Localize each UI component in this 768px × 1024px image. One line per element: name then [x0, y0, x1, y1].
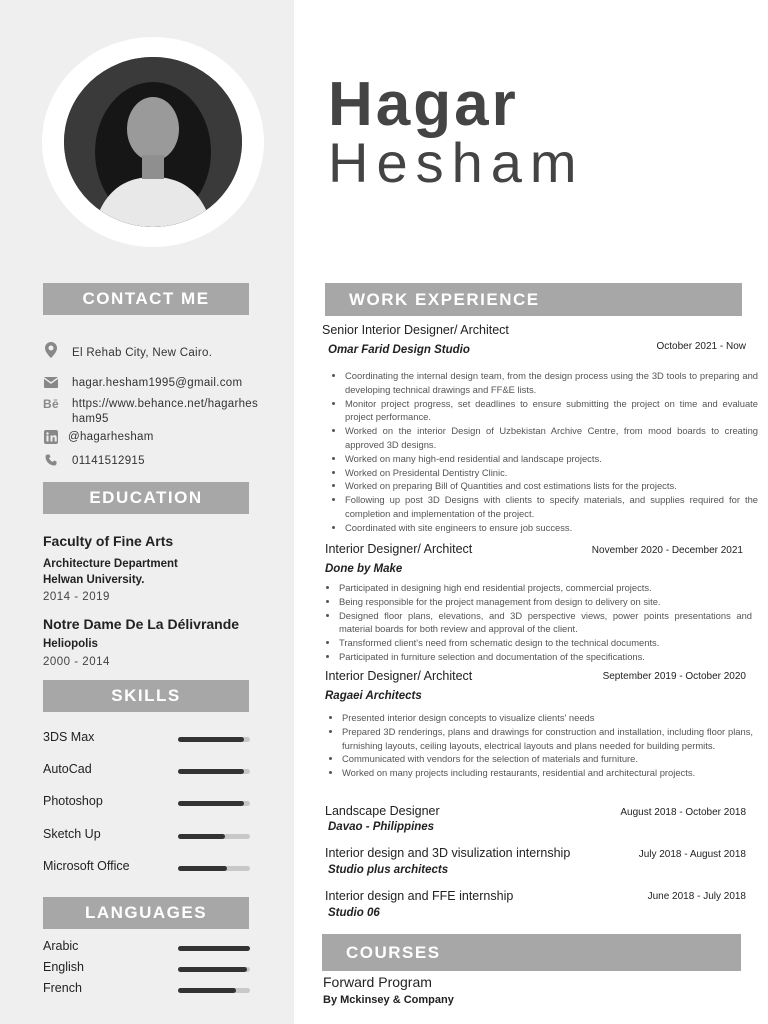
job-dates-2: November 2020 - December 2021: [591, 545, 743, 556]
skill-bar: [178, 801, 250, 806]
main-content: [294, 0, 768, 1024]
skill-bar-fill: [178, 834, 225, 839]
job-dates-6: June 2018 - July 2018: [647, 891, 746, 902]
language-bar-fill: [178, 967, 247, 972]
skill-row: [43, 827, 253, 843]
skill-label: AutoCad: [43, 762, 92, 776]
job-company-3: Ragaei Architects: [325, 690, 422, 702]
job-bullet: • Worked on many high-end residential and landscape projects.: [345, 452, 758, 466]
skills-section-header: SKILLS: [43, 680, 249, 712]
skill-bar: [178, 737, 250, 742]
behance-link[interactable]: https://www.behance.net/hagarhesham95: [72, 398, 259, 425]
language-bar-fill: [178, 988, 236, 993]
education-years-2: 2000 - 2014: [43, 656, 110, 668]
job-bullet: • Worked on preparing Bill of Quantities and cost estimations lists for the projects.: [345, 479, 758, 493]
work-experience-header: WORK EXPERIENCE: [325, 283, 742, 316]
job-title-4: Landscape Designer: [325, 804, 440, 818]
job-company-5: Studio plus architects: [328, 864, 449, 876]
course-provider: By Mckinsey & Company: [323, 994, 454, 1006]
skill-label: Sketch Up: [43, 827, 101, 841]
job-title-2: Interior Designer/ Architect: [325, 542, 473, 556]
language-bar-fill: [178, 946, 250, 951]
job-title-1: Senior Interior Designer/ Architect: [322, 323, 509, 337]
language-row: [43, 960, 253, 976]
education-department-1: Architecture Department: [43, 558, 178, 570]
job-bullet: • Communicated with vendors for the selection of materials and furniture.: [342, 752, 753, 766]
sidebar: [0, 0, 294, 1024]
contact-section-header: CONTACT ME: [43, 283, 249, 315]
email-link[interactable]: hagar.hesham1995@gmail.com: [72, 377, 243, 389]
job-bullet: • Monitor project progress, set deadlines to ensure submitting the project on time and evaluate project performance.: [345, 397, 758, 425]
education-school-1: Faculty of Fine Arts: [43, 533, 174, 549]
job-dates-5: July 2018 - August 2018: [638, 849, 746, 860]
job-bullet: • Coordinating the internal design team, from the design process using the 3D tools to preparing and developing technical drawings and FF&E lists.: [345, 369, 758, 397]
job-bullet: • Worked on many projects including restaurants, residential and architectural projects.: [342, 766, 753, 780]
job-bullet: • Worked on the interior Design of Uzbekistan Archive Centre, from mood boards to creating approved 3D designs.: [345, 424, 758, 452]
job-dates-1: October 2021 - Now: [656, 341, 746, 352]
skill-row: [43, 730, 253, 746]
profile-photo: [64, 57, 242, 227]
job-bullet: • Coordinated with site engineers to ensure job success.: [345, 521, 758, 535]
envelope-icon: [43, 375, 59, 389]
skill-bar: [178, 834, 250, 839]
contact-phone[interactable]: [43, 453, 263, 469]
location-pin-icon: [43, 343, 59, 357]
contact-linkedin[interactable]: [43, 430, 263, 445]
address-text: El Rehab City, New Cairo.: [72, 347, 213, 359]
course-name: Forward Program: [323, 974, 432, 990]
skill-row: [43, 859, 253, 875]
contact-behance[interactable]: [43, 397, 263, 427]
job-bullets-2: [326, 581, 752, 664]
name-last: Hesham: [328, 131, 585, 194]
job-title-5: Interior design and 3D visulization internship: [325, 846, 571, 860]
job-company-4: Davao - Philippines: [328, 821, 435, 833]
job-bullet: • Participated in furniture selection and documentation of the specifications.: [339, 650, 752, 664]
phone-number[interactable]: 01141512915: [72, 455, 145, 467]
skill-bar-fill: [178, 801, 244, 806]
language-label: French: [43, 981, 82, 995]
linkedin-handle[interactable]: @hagarhesham: [68, 431, 154, 443]
job-bullet: • Designed floor plans, elevations, and 3D perspective views, power points presentations and material boards for both review and approval of the client.: [339, 609, 752, 637]
name-first: Hagar: [328, 70, 519, 139]
phone-icon: [43, 453, 59, 467]
job-bullet: • Prepared 3D renderings, plans and drawings for construction and installation, including floor plans, furnishing layouts, ceiling layouts, electrical layouts and plans needed for building permits.: [342, 725, 753, 753]
language-bar: [178, 988, 250, 993]
courses-header: COURSES: [322, 934, 741, 971]
skill-label: 3DS Max: [43, 730, 95, 744]
skill-bar-fill: [178, 737, 244, 742]
language-bar: [178, 967, 250, 972]
contact-address: [43, 343, 263, 361]
job-bullet: • Transformed client's need from schematic design to the technical documents.: [339, 636, 752, 650]
skill-bar-fill: [178, 769, 244, 774]
job-bullets-3: [329, 711, 753, 780]
skill-row: [43, 762, 253, 778]
job-company-6: Studio 06: [328, 907, 380, 919]
job-bullet: • Following up post 3D Designs with clients to specify materials, and supplies required for the completion and implementation of the project.: [345, 493, 758, 521]
education-location-2: Heliopolis: [43, 638, 98, 650]
linkedin-icon: [43, 430, 59, 444]
behance-icon: Bē: [43, 397, 59, 411]
profile-photo-frame: [42, 37, 264, 247]
skill-row: [43, 794, 253, 810]
languages-section-header: LANGUAGES: [43, 897, 249, 929]
contact-email[interactable]: [43, 375, 263, 391]
education-years-1: 2014 - 2019: [43, 591, 110, 603]
education-university-1: Helwan University.: [43, 574, 145, 586]
job-company-2: Done by Make: [325, 563, 403, 575]
language-row: [43, 981, 253, 997]
job-bullet: • Being responsible for the project management from design to delivery on site.: [339, 595, 752, 609]
skill-bar: [178, 866, 250, 871]
job-bullet: • Worked on Presidental Dentistry Clinic.: [345, 466, 758, 480]
language-label: English: [43, 960, 84, 974]
job-dates-3: September 2019 - October 2020: [602, 671, 746, 682]
skill-bar-fill: [178, 866, 227, 871]
skill-label: Microsoft Office: [43, 859, 130, 873]
job-title-3: Interior Designer/ Architect: [325, 669, 473, 683]
job-title-6: Interior design and FFE internship: [325, 889, 514, 903]
language-bar: [178, 946, 250, 951]
job-bullet: • Participated in designing high end residential projects, commercial projects.: [339, 581, 752, 595]
language-row: [43, 939, 253, 955]
education-section-header: EDUCATION: [43, 482, 249, 514]
job-dates-4: August 2018 - October 2018: [620, 807, 746, 818]
language-label: Arabic: [43, 939, 79, 953]
portrait-image: [64, 57, 242, 227]
job-bullets-1: [332, 369, 758, 535]
skill-bar: [178, 769, 250, 774]
skill-label: Photoshop: [43, 794, 103, 808]
education-school-2: Notre Dame De La Délivrande: [43, 616, 240, 632]
job-company-1: Omar Farid Design Studio: [328, 344, 470, 356]
job-bullet: • Presented interior design concepts to visualize clients' needs: [342, 711, 753, 725]
